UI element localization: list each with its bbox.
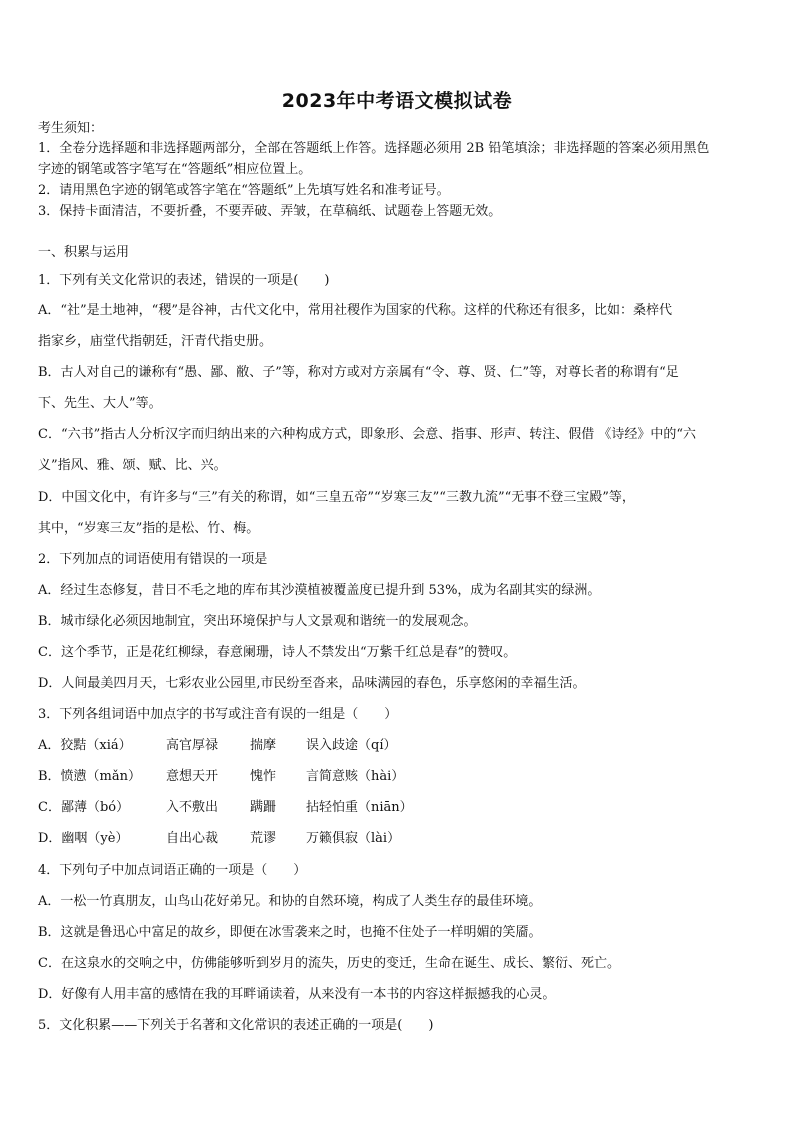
question-stem: 1．下列有关文化常识的表述，错误的一项是( ) <box>38 273 330 288</box>
word-cell: 拈轻怕重（niān） <box>306 800 413 815</box>
word-cell: A．狡黠（xiá） <box>38 738 132 753</box>
word-cell: 意想天开 <box>166 769 219 784</box>
option-line: D．好像有人用丰富的感情在我的耳畔诵读着，从来没有一本书的内容这样振撼我的心灵。 <box>38 987 556 1002</box>
option-line: A．经过生态修复，昔日不毛之地的库布其沙漠植被覆盖度已提升到 53%，成为名副其实的绿洲。 <box>38 583 601 598</box>
option-line: D．中国文化中，有许多与“三”有关的称谓，如“三皇五帝”“岁寒三友”“三教九流”“无事不登三宝殿”等， <box>38 490 635 505</box>
option-line: B．古人对自己的谦称有“愚、鄙、敝、子”等，称对方或对方亲属有“令、尊、贤、仁”等，对尊长者的称谓有“足 <box>38 365 679 380</box>
option-line: C．在这泉水的交响之中，仿佛能够听到岁月的流失，历史的变迁，生命在诞生、成长、繁衍、死亡。 <box>38 956 620 971</box>
page-title: 2023年中考语文模拟试卷 <box>281 90 513 112</box>
option-line: B．城市绿化必须因地制宜，突出环境保护与人文景观和谐统一的发展观念。 <box>38 614 477 629</box>
section-heading: 一、积累与运用 <box>38 245 130 260</box>
word-cell: C．鄙薄（bó） <box>38 800 130 815</box>
word-cell: D．幽咽（yè） <box>38 831 129 846</box>
word-cell: 误入歧途（qí） <box>306 738 397 753</box>
question-stem: 4．下列句子中加点词语正确的一项是（ ） <box>38 863 307 878</box>
option-line: 义”指风、雅、颂、赋、比、兴。 <box>38 458 227 473</box>
option-line: C．这个季节，正是花红柳绿，春意阑珊，诗人不禁发出“万紫千红总是春”的赞叹。 <box>38 645 517 660</box>
option-line: 其中，“岁寒三友”指的是松、竹、梅。 <box>38 521 260 536</box>
word-cell: 自出心裁 <box>166 831 219 846</box>
word-cell: 愧怍 <box>250 769 277 784</box>
question-stem: 3．下列各组词语中加点字的书写或注音有误的一组是（ ） <box>38 707 398 722</box>
option-line: A．“社”是土地神，“稷”是谷神，古代文化中，常用社稷作为国家的代称。这样的代称还有很多，比如：桑梓代 <box>38 303 672 318</box>
option-line: 指家乡，庙堂代指朝廷，汗青代指史册。 <box>38 334 273 349</box>
question-stem: 5．文化积累——下列关于名著和文化常识的表述正确的一项是( ) <box>38 1018 434 1033</box>
word-cell: 荒谬 <box>250 831 277 846</box>
notice-item: 字迹的钢笔或答字笔写在“答题纸”相应位置上。 <box>38 162 312 177</box>
option-line: 下、先生、大人”等。 <box>38 396 162 411</box>
word-cell: 言简意赅（hài） <box>306 769 405 784</box>
word-cell: B．愤懑（mǎn） <box>38 769 142 784</box>
word-cell: 高官厚禄 <box>166 738 219 753</box>
option-line: D．人间最美四月天，七彩农业公园里,市民纷至沓来，品味满园的春色，乐享悠闲的幸福生活。 <box>38 676 586 691</box>
word-cell: 揣摩 <box>250 738 277 753</box>
word-cell: 万籁俱寂（lài） <box>306 831 401 846</box>
notice-item: 1．全卷分选择题和非选择题两部分，全部在答题纸上作答。选择题必须用 2B 铅笔填涂；非选择题的答案必须用黑色 <box>38 141 710 156</box>
option-line: A．一松一竹真朋友，山鸟山花好弟兄。和协的自然环境，构成了人类生存的最佳环境。 <box>38 894 542 909</box>
word-cell: 入不敷出 <box>166 800 219 815</box>
notice-heading: 考生须知： <box>38 121 104 136</box>
option-line: B．这就是鲁迅心中富足的故乡，即便在冰雪袭来之时，也掩不住处子一样明媚的笑靥。 <box>38 925 542 940</box>
word-cell: 蹒跚 <box>250 800 277 815</box>
question-stem: 2．下列加点的词语使用有错误的一项是 <box>38 552 268 567</box>
notice-item: 3．保持卡面清洁，不要折叠，不要弄破、弄皱，在草稿纸、试题卷上答题无效。 <box>38 204 502 219</box>
notice-item: 2．请用黑色字迹的钢笔或答字笔在“答题纸”上先填写姓名和准考证号。 <box>38 183 450 198</box>
option-line: C．“六书”指古人分析汉字而归纳出来的六种构成方式，即象形、会意、指事、形声、转注、假借 《诗经》中的“六 <box>38 427 697 442</box>
